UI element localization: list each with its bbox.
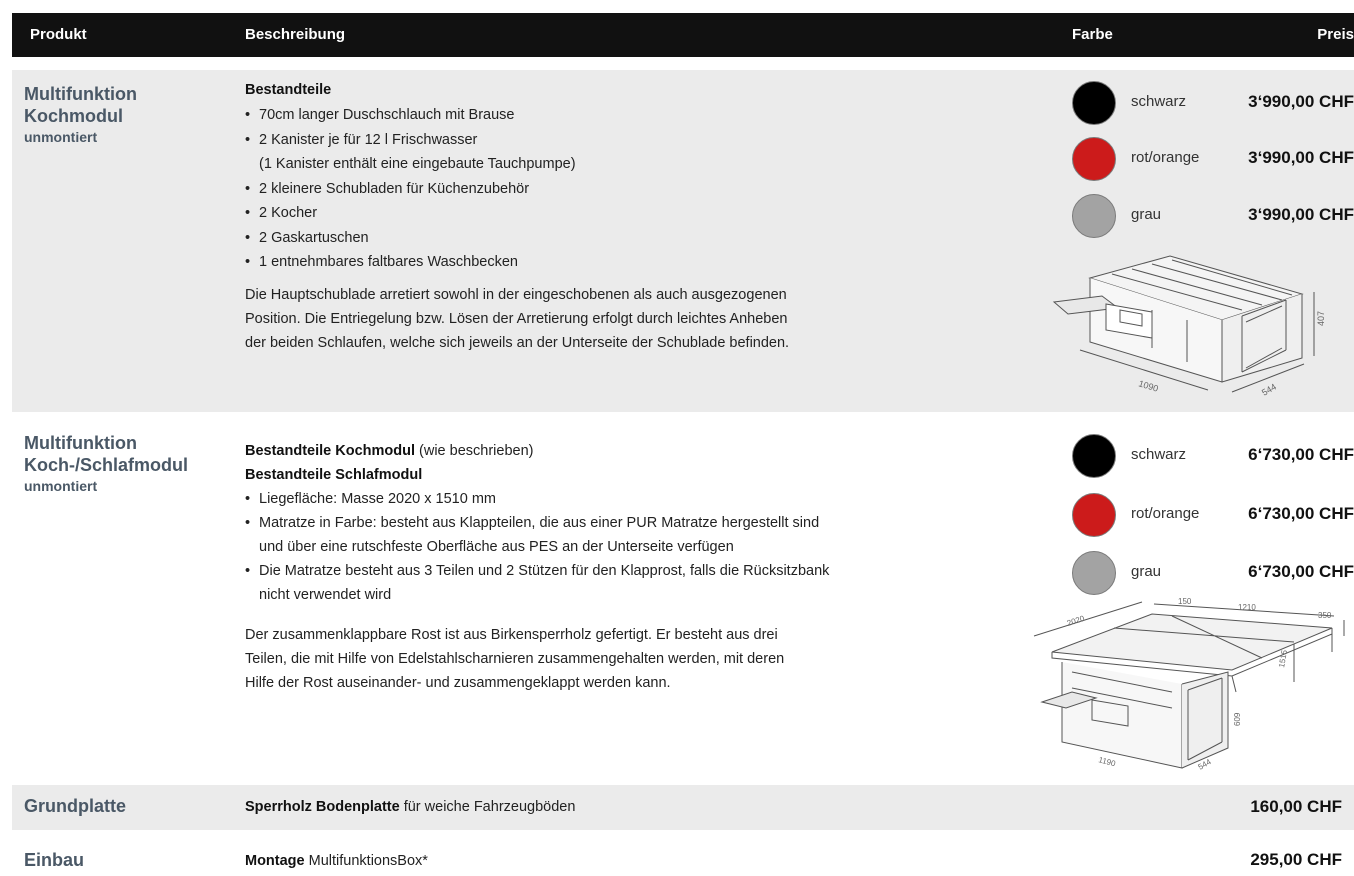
color-swatch-grey[interactable]	[1072, 194, 1116, 238]
price: 3‘990,00 CHF	[1248, 92, 1354, 111]
dim-label-544: 544	[1196, 757, 1213, 772]
color-name: grau	[1131, 563, 1162, 580]
dim-label-1210: 1210	[1238, 603, 1256, 612]
desc-rest: MultifunktionsBox*	[304, 853, 428, 869]
dim-label-350: 350	[1318, 611, 1332, 620]
paragraph-line: Hilfe der Rost auseinander- und zusammengeklappt werden kann.	[245, 675, 671, 691]
header-beschreibung: Beschreibung	[245, 26, 346, 43]
component-list	[245, 487, 829, 607]
color-swatch-red[interactable]	[1072, 493, 1116, 537]
product-name	[24, 432, 188, 495]
list-item-continuation: (1 Kanister enthält eine eingebaute Tauchpumpe)	[259, 156, 576, 172]
color-option-rot-orange[interactable]	[1072, 137, 1354, 183]
color-name: schwarz	[1131, 93, 1187, 110]
color-name: schwarz	[1131, 446, 1187, 463]
price: 6‘730,00 CHF	[1248, 445, 1354, 464]
header-preis: Preis	[1317, 26, 1354, 43]
dim-label-609: 609	[1233, 712, 1242, 726]
list-item: • 1 entnehmbares faltbares Waschbecken	[245, 250, 789, 275]
koch-schlafmodul-drawing	[1032, 592, 1354, 772]
price: 295,00 CHF	[1250, 850, 1342, 869]
desc-rest: für weiche Fahrzeugböden	[399, 799, 576, 815]
product-description	[245, 850, 428, 872]
product-description	[245, 439, 829, 695]
color-option-grau[interactable]	[1072, 551, 1354, 597]
table-row-schlafmodul	[12, 412, 1354, 772]
desc-heading-note: (wie beschrieben)	[415, 443, 534, 459]
header-produkt: Produkt	[30, 26, 87, 43]
color-swatch-red[interactable]	[1072, 137, 1116, 181]
table-header	[12, 13, 1354, 57]
paragraph-line: Die Hauptschublade arretiert sowohl in der eingeschobenen als auch ausgezogenen	[245, 286, 787, 303]
product-name-line2: Koch-/Schlafmodul	[24, 455, 189, 475]
dim-label-2020: 2020	[1065, 613, 1086, 628]
dim-label-544: 544	[1260, 381, 1279, 398]
table-row-einbau	[12, 838, 1354, 876]
color-option-rot-orange[interactable]	[1072, 493, 1354, 539]
desc-heading: Bestandteile	[245, 82, 332, 98]
dim-label-1190: 1190	[1097, 755, 1117, 769]
desc-bold: Sperrholz Bodenplatte	[245, 799, 400, 815]
component-list	[245, 103, 789, 275]
table-row-kochmodul	[12, 70, 1354, 412]
price: 3‘990,00 CHF	[1248, 148, 1354, 167]
color-option-grau[interactable]	[1072, 194, 1354, 240]
color-option-schwarz[interactable]	[1072, 434, 1354, 480]
color-name: grau	[1131, 206, 1162, 223]
desc-bold: Montage	[245, 853, 305, 869]
color-swatch-black[interactable]	[1072, 81, 1116, 125]
list-item: • 2 Kanister je für 12 l Frischwasser	[245, 128, 789, 153]
price: 3‘990,00 CHF	[1248, 205, 1354, 224]
list-item: • Liegefläche: Masse 2020 x 1510 mm	[245, 487, 829, 511]
list-item: • 70cm langer Duschschlauch mit Brause	[245, 103, 789, 128]
dim-label-150: 150	[1178, 597, 1192, 606]
color-swatch-grey[interactable]	[1072, 551, 1116, 595]
list-item-continuation: nicht verwendet wird	[259, 587, 392, 603]
product-description	[245, 78, 789, 355]
paragraph-line: Position. Die Entriegelung bzw. Lösen der Arretierung erfolgt durch leichtes Anheben	[245, 310, 788, 327]
paragraph-line: Der zusammenklappbare Rost ist aus Birkensperrholz gefertigt. Er besteht aus drei	[245, 627, 778, 643]
paragraph-line: Teilen, die mit Hilfe von Edelstahlscharnieren zusammengehalten werden, mit deren	[245, 651, 785, 667]
dim-label-1515: 1515	[1277, 649, 1290, 669]
price: 160,00 CHF	[1250, 797, 1342, 816]
kochmodul-drawing	[1042, 250, 1342, 410]
product-sub: unmontiert	[24, 129, 98, 145]
product-description	[245, 796, 575, 818]
list-item: • 2 Kocher	[245, 201, 789, 226]
desc-heading-schlafmodul: Bestandteile Schlafmodul	[245, 467, 423, 483]
product-name: Einbau	[24, 850, 85, 870]
dim-label-1090: 1090	[1137, 378, 1160, 394]
product-name	[24, 83, 137, 146]
list-item-continuation: und über eine rutschfeste Oberfläche aus PES an der Unterseite verfügen	[259, 539, 734, 555]
product-name-line2: Kochmodul	[24, 106, 123, 126]
desc-paragraph	[245, 623, 829, 695]
desc-paragraph	[245, 283, 789, 355]
product-name: Grundplatte	[24, 796, 126, 816]
color-option-schwarz[interactable]	[1072, 81, 1354, 127]
header-farbe: Farbe	[1072, 26, 1113, 43]
color-name: rot/orange	[1131, 149, 1200, 166]
list-item: • 2 kleinere Schubladen für Küchenzubehör	[245, 177, 789, 202]
table-row-grundplatte	[12, 785, 1354, 830]
dim-label-407: 407	[1316, 310, 1326, 326]
product-name-line1: Multifunktion	[24, 84, 137, 104]
list-item: • Die Matratze besteht aus 3 Teilen und 2 Stützen für den Klapprost, falls die Rücksitzbank	[245, 559, 829, 583]
price: 6‘730,00 CHF	[1248, 504, 1354, 523]
list-item: • 2 Gaskartuschen	[245, 226, 789, 251]
price: 6‘730,00 CHF	[1248, 562, 1354, 581]
paragraph-line: der beiden Schlaufen, welche sich jeweils an der Unterseite der Schublade befinden.	[245, 334, 790, 351]
product-sub: unmontiert	[24, 478, 98, 494]
color-name: rot/orange	[1131, 505, 1200, 522]
color-swatch-black[interactable]	[1072, 434, 1116, 478]
product-name-line1: Multifunktion	[24, 433, 137, 453]
desc-heading-kochmodul: Bestandteile Kochmodul	[245, 443, 415, 459]
list-item: • Matratze in Farbe: besteht aus Klappteilen, die aus einer PUR Matratze hergestellt sind	[245, 511, 829, 535]
